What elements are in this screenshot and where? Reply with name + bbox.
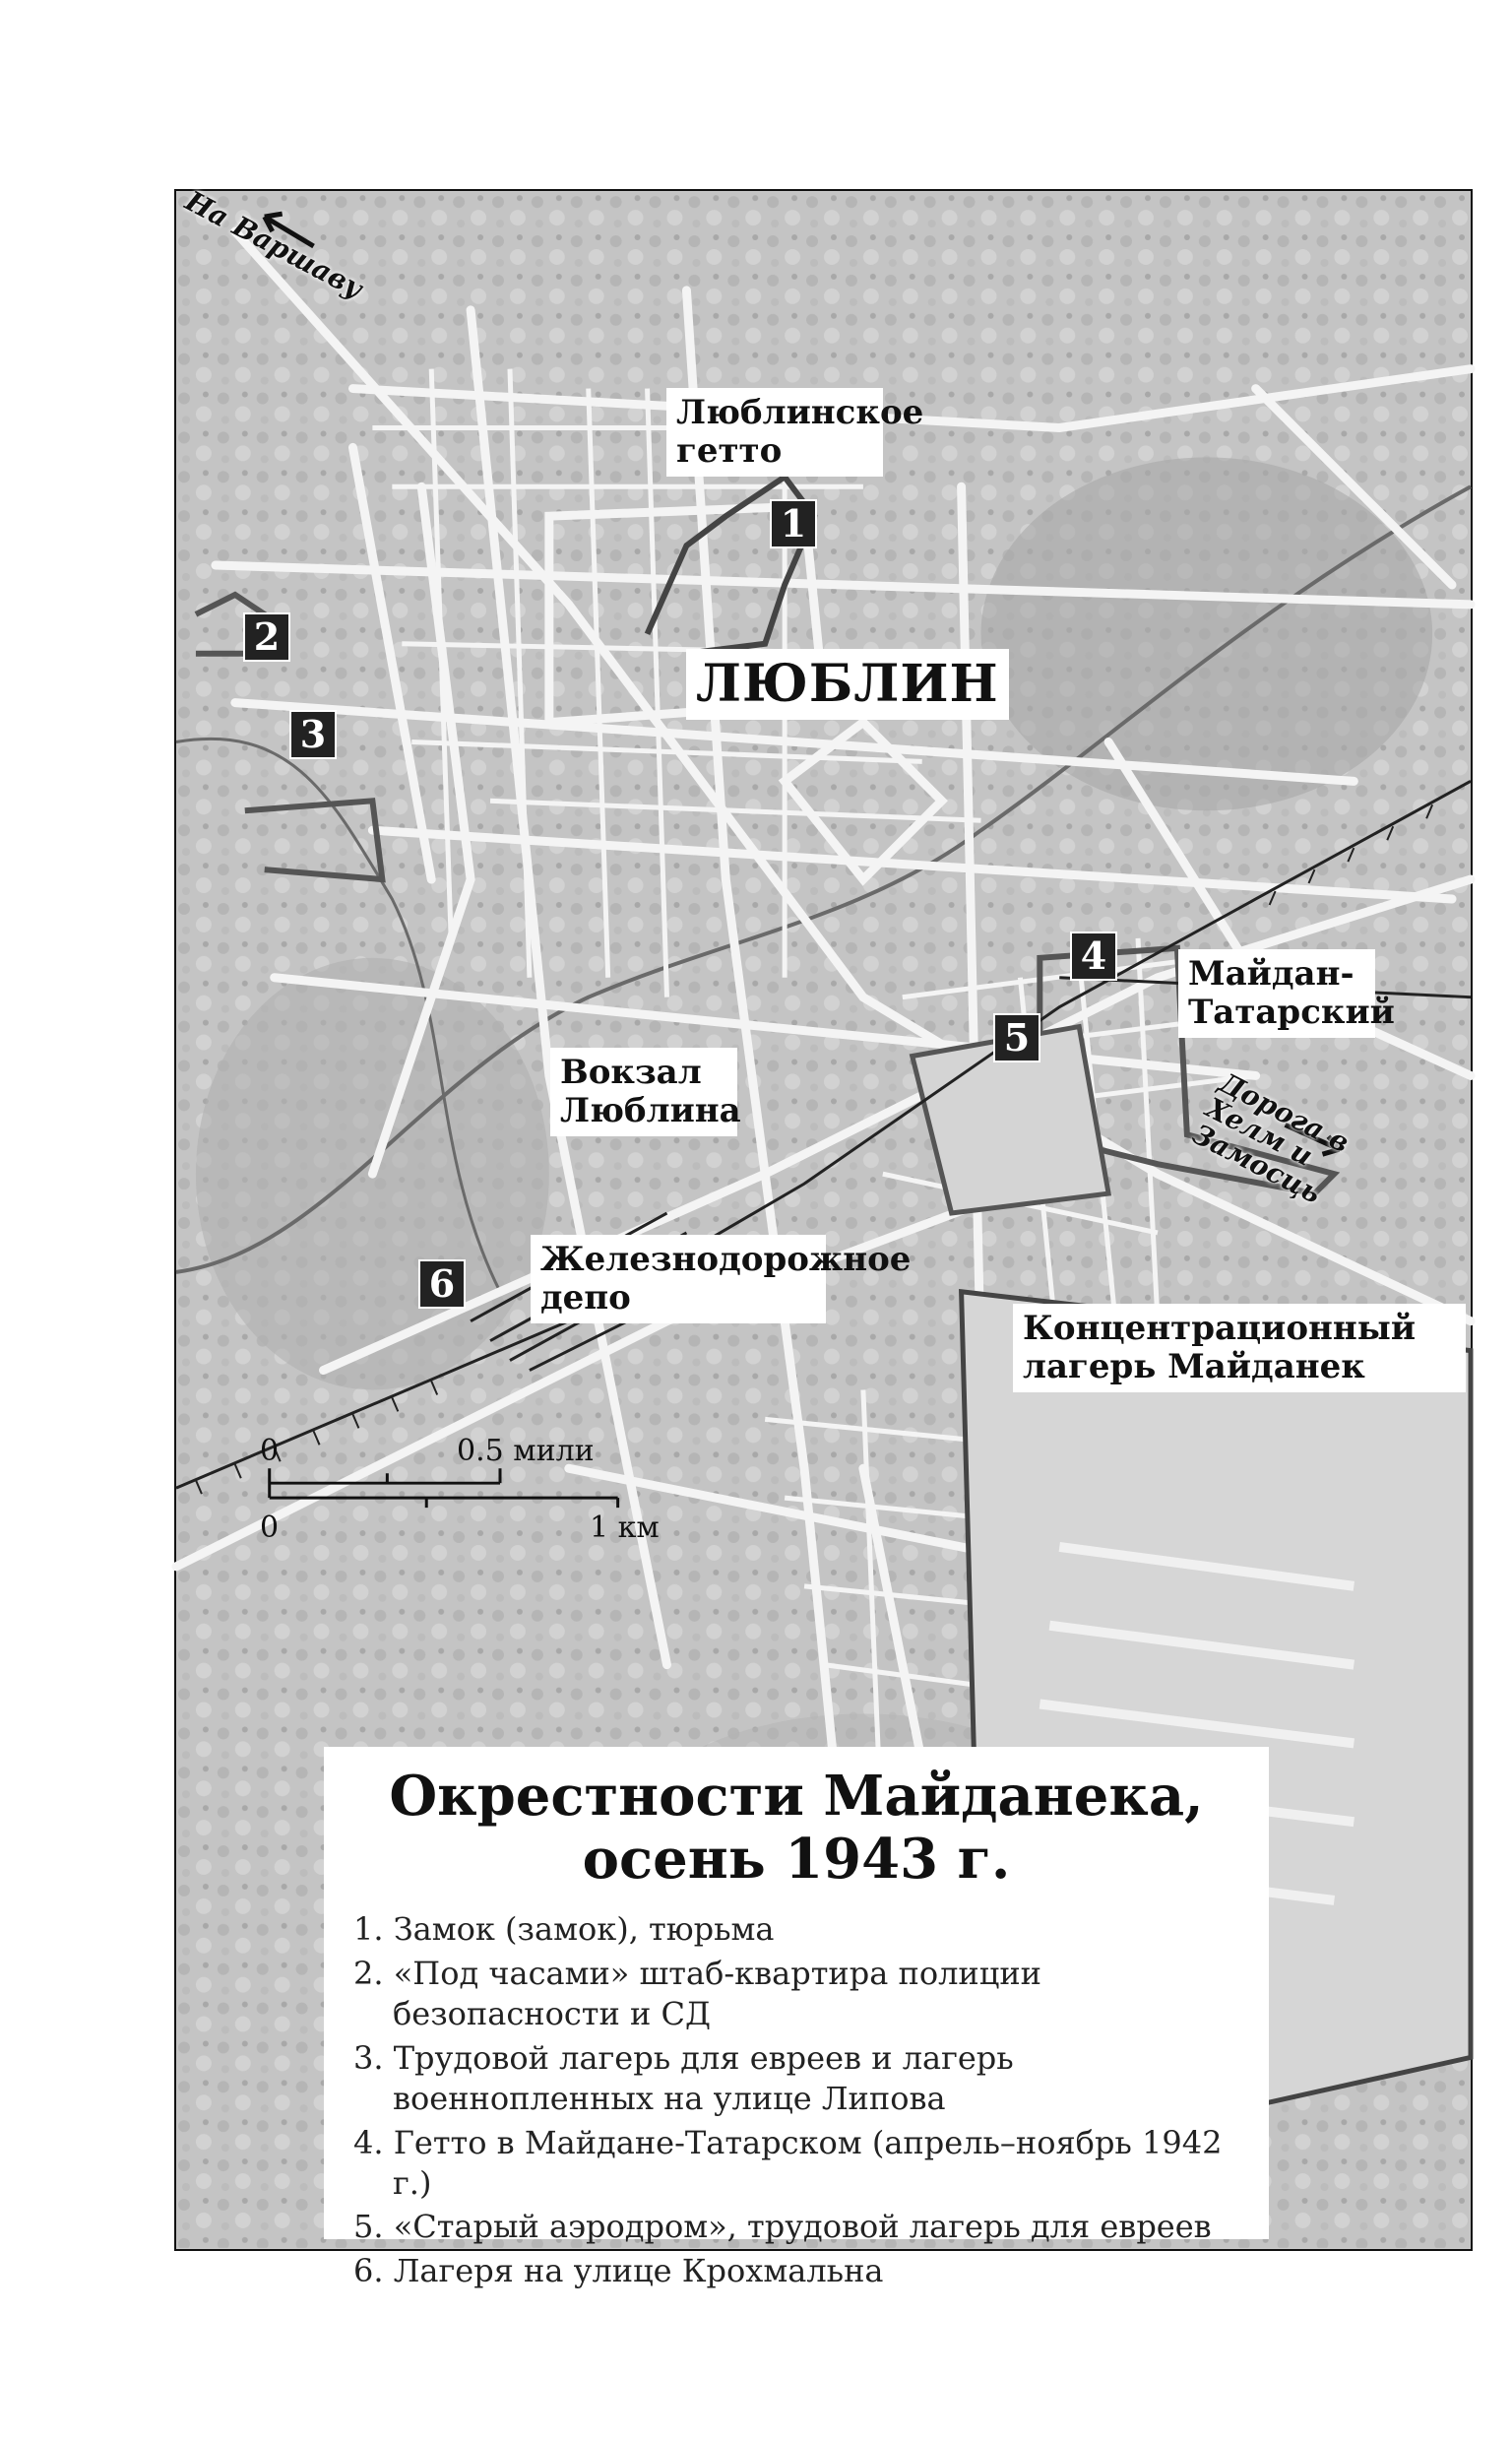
marker-3: 3 — [289, 710, 337, 759]
legend-item: 1. Замок (замок), тюрьма — [353, 1909, 775, 1948]
marker-6: 6 — [418, 1259, 466, 1309]
legend-box — [324, 1747, 1269, 2290]
legend-item: 4. Гетто в Майдане-Татарском (апрель–ноябрь 1942 г.) — [353, 2123, 1223, 2202]
legend-title: Окрестности Майданека, осень 1943 г. — [389, 1764, 1204, 1893]
label-majdan-tatarski: Майдан-Татарский — [1178, 949, 1375, 1038]
scale-miles-label: 0.5 мили — [457, 1434, 595, 1468]
scale-miles-zero: 0 — [260, 1434, 280, 1468]
legend-list — [353, 1909, 1239, 2292]
marker-5: 5 — [993, 1013, 1040, 1062]
label-to-warsaw: На Варшаву — [179, 184, 368, 305]
label-depot: Железнодорожное депо — [531, 1235, 826, 1323]
label-ghetto: Люблинское гетто — [666, 388, 883, 477]
legend-item: 6. Лагеря на улице Крохмальна — [353, 2252, 884, 2290]
marker-2: 2 — [243, 612, 290, 662]
map-frame — [174, 184, 1473, 2290]
legend-item: 2. «Под часами» штаб-квартира полиции безопасности и СД — [353, 1954, 1041, 2032]
marker-4: 4 — [1070, 932, 1117, 981]
label-road-chelm: Дорога в Хелм и Замосць — [1187, 1065, 1355, 1210]
scale-km-label: 1 км — [590, 1511, 660, 1545]
marker-1: 1 — [770, 499, 817, 548]
legend-item: 3. Трудовой лагерь для евреев и лагерь военнопленных на улице Липова — [353, 2038, 1014, 2117]
label-camp: Концентрационный лагерь Майданек — [1013, 1304, 1466, 1392]
scale-km-zero: 0 — [260, 1511, 280, 1545]
label-city: ЛЮБЛИН — [686, 649, 1009, 720]
legend-item: 5. «Старый аэродром», трудовой лагерь для евреев — [353, 2208, 1212, 2246]
label-station: Вокзал Люблина — [550, 1048, 737, 1136]
